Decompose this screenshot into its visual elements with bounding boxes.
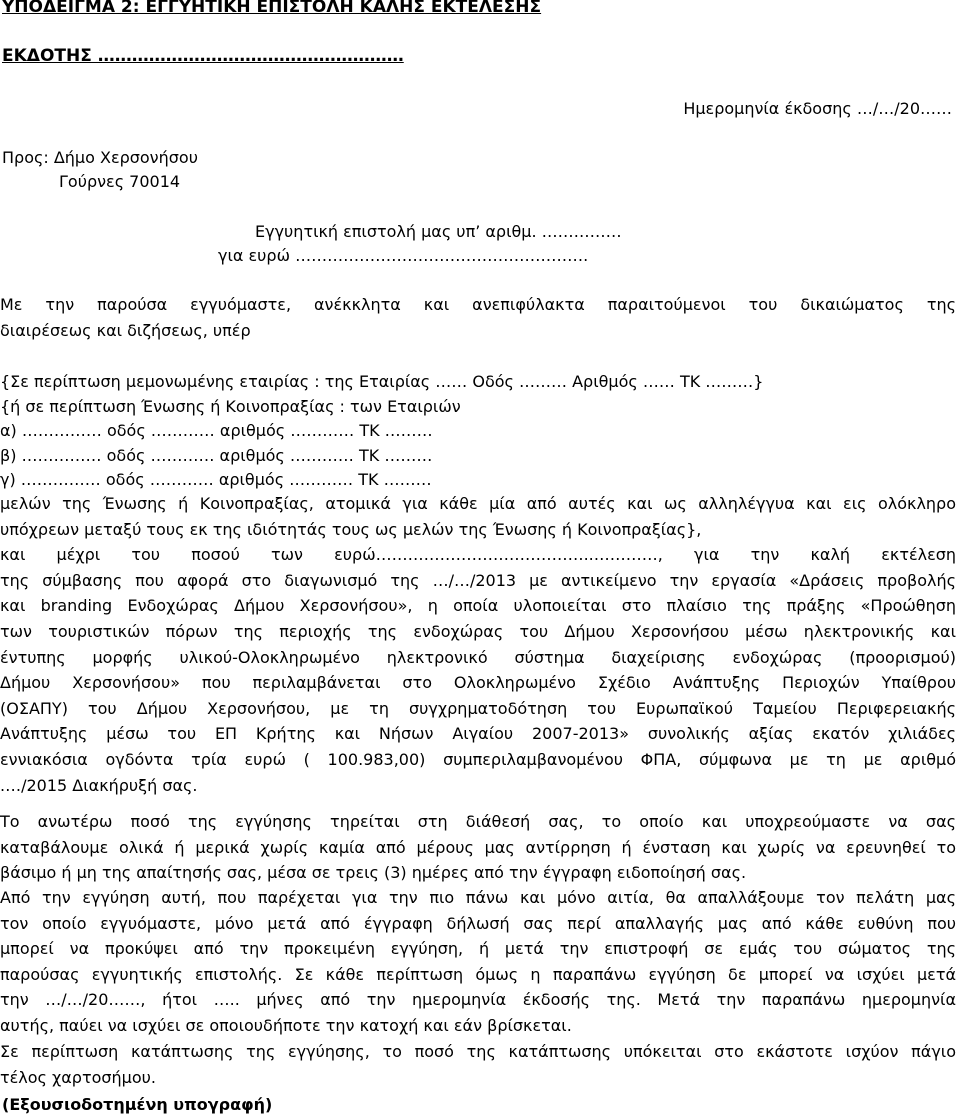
release-paragraph: [0, 885, 956, 1039]
body-line: των τουριστικών πόρων της περιοχής της ενδοχώρας του Δήμου Χερσονήσου μέσω ηλεκτρονικής και: [0, 621, 956, 641]
body-line: μελών της Ένωσης ή Κοινοπραξίας, ατομικά για κάθε μία από αυτές και ως αλληλέγγυα και εις ολόκληρο: [0, 494, 956, 513]
release-line: Από την εγγύηση αυτή, που παρέχεται για την πιο πάνω και μόνο αιτία, θα απαλλάξουμε τον πελάτη μας: [0, 888, 956, 907]
beneficiary-line: γ) …………… οδός ………… αριθμός ………… ΤΚ ………: [0, 470, 432, 490]
release-line: τον οποίο εγγυόμαστε, μόνο μετά από έγγραφη δήλωσή σας περί απαλλαγής μας από κάθε ευθύνη που: [0, 913, 956, 933]
beneficiary-line: β) …………… οδός ………… αριθμός ………… ΤΚ ………: [0, 445, 433, 465]
forfeiture-line: τέλος χαρτοσήμου.: [0, 1067, 156, 1087]
document-title: ΥΠΟΔΕΙΓΜΑ 2: ΕΓΓΥΗΤΙΚΗ ΕΠΙΣΤΟΛΗ ΚΑΛΗΣ ΕΚΤΕΛΕΣΗΣ: [2, 0, 542, 17]
body-line: της σύμβασης που αφορά στο διαγωνισμό της …/…/2013 με αντικείμενο την εργασία «Δράσεις προβολής: [0, 570, 956, 590]
body-line: (ΟΣΑΠΥ) του Δήμου Χερσονήσου, με τη συγχρηματοδότηση του Ευρωπαϊκού Ταμείου Περιφερειακής: [0, 698, 956, 718]
release-line: την …/…/20……, ήτοι ….. μήνες από την ημερομηνία έκδοσής της. Μετά την παραπάνω ημερομηνία: [0, 990, 956, 1010]
release-line: αυτής, παύει να ισχύει σε οποιουδήποτε την κατοχή και εάν βρίσκεται.: [0, 1015, 572, 1035]
letter-reference-number: Εγγυητική επιστολή μας υπ’ αριθμ. ……………: [255, 222, 622, 241]
body-line: έντυπης μορφής υλικού-Ολοκληρωμένο ηλεκτρονικό σύστημα διαχείρισης ενδοχώρας (προορισμού): [0, 647, 956, 667]
body-line: υπόχρεων μεταξύ τους εκ της ιδιότητάς τους ως μελών της Ένωσης ή Κοινοπραξίας},: [0, 519, 702, 539]
forfeiture-paragraph: [0, 1039, 956, 1090]
release-line: παρούσας εγγυητικής επιστολής. Σε κάθε περίπτωση όμως η παραπάνω εγγύηση δε μπορεί να ισχύει μετά: [0, 964, 956, 984]
forfeiture-line: Σε περίπτωση κατάπτωσης της εγγύησης, το ποσό της κατάπτωσης υπόκειται στο εκάστοτε ισχύον πάγιο: [0, 1042, 956, 1061]
body-line: και μέχρι του ποσού των ευρώ…………………………………..…………, για την καλή εκτέλεση: [0, 545, 956, 565]
signature-label: (Εξουσιοδοτημένη υπογραφή): [2, 1095, 273, 1114]
main-body-paragraph: [0, 491, 956, 798]
body-line: .…/2015 Διακήρυξή σας.: [0, 775, 198, 795]
body-line: και branding Ενδοχώρας Δήμου Χερσονήσου», η οποία υλοποιείται στο πλαίσιο της πράξης «Προώθηση: [0, 596, 956, 616]
payment-line: βάσιμο ή μη της απαίτησής σας, μέσα σε τρεις (3) ημέρες από την έγγραφη ειδοποίησή σας.: [0, 863, 747, 883]
recipient-address: Γούρνες 70014: [59, 172, 181, 191]
issue-date: Ημερομηνία έκδοσης …/…/20……: [683, 99, 952, 118]
beneficiary-line: {Σε περίπτωση μεμονωμένης εταιρίας : της Εταιρίας …… Οδός ……… Αριθμός …… ΤΚ ………}: [0, 372, 764, 391]
payment-line: Το ανωτέρω ποσό της εγγύησης τηρείται στη διάθεσή σας, το οποίο και υποχρεούμαστε να σας: [0, 812, 956, 831]
body-line: εννιακόσια ογδόντα τρία ευρώ ( 100.983,00) συμπεριλαμβανομένου ΦΠΑ, σύμφωνα με τη με αριθμό: [0, 749, 956, 769]
body-line: Δήμου Χερσονήσου» που περιλαμβάνεται στο Ολοκληρωμένο Σχέδιο Ανάπτυξης Περιοχών Υπαίθρου: [0, 673, 956, 693]
payment-line: καταβάλουμε ολικά ή μερικά χωρίς καμία από μέρους μας αντίρρηση ή ένσταση και χωρίς να ερευνηθεί το: [0, 837, 956, 857]
intro-line: Με την παρούσα εγγυόμαστε, ανέκκλητα και ανεπιφύλακτα παραιτούμενοι του δικαιώματος της: [0, 295, 956, 314]
beneficiary-line: {ή σε περίπτωση Ένωσης ή Κοινοπραξίας : των Εταιριών: [0, 396, 461, 416]
beneficiary-block: [0, 369, 763, 492]
guarantee-amount-line: για ευρώ ……………………………………………….: [218, 246, 589, 265]
release-line: μπορεί να προκύψει από την προκειμένη εγγύηση, ή μετά την επιστροφή σε εμάς του σώματος της: [0, 939, 956, 959]
beneficiary-line: α) …………… οδός ………… αριθμός ………… ΤΚ ………: [0, 421, 433, 441]
intro-line: διαιρέσεως και διζήσεως, υπέρ: [0, 320, 251, 340]
payment-paragraph: [0, 809, 956, 886]
recipient-name: Προς: Δήμο Χερσονήσου: [2, 148, 198, 167]
intro-paragraph: [0, 292, 956, 343]
issuer-line: ΕΚΔΟΤΗΣ ………………………………………………: [2, 46, 404, 66]
body-line: Ανάπτυξης μέσω του ΕΠ Κρήτης και Νήσων Αιγαίου 2007-2013» συνολικής αξίας εκατόν χιλιάδες: [0, 724, 956, 744]
